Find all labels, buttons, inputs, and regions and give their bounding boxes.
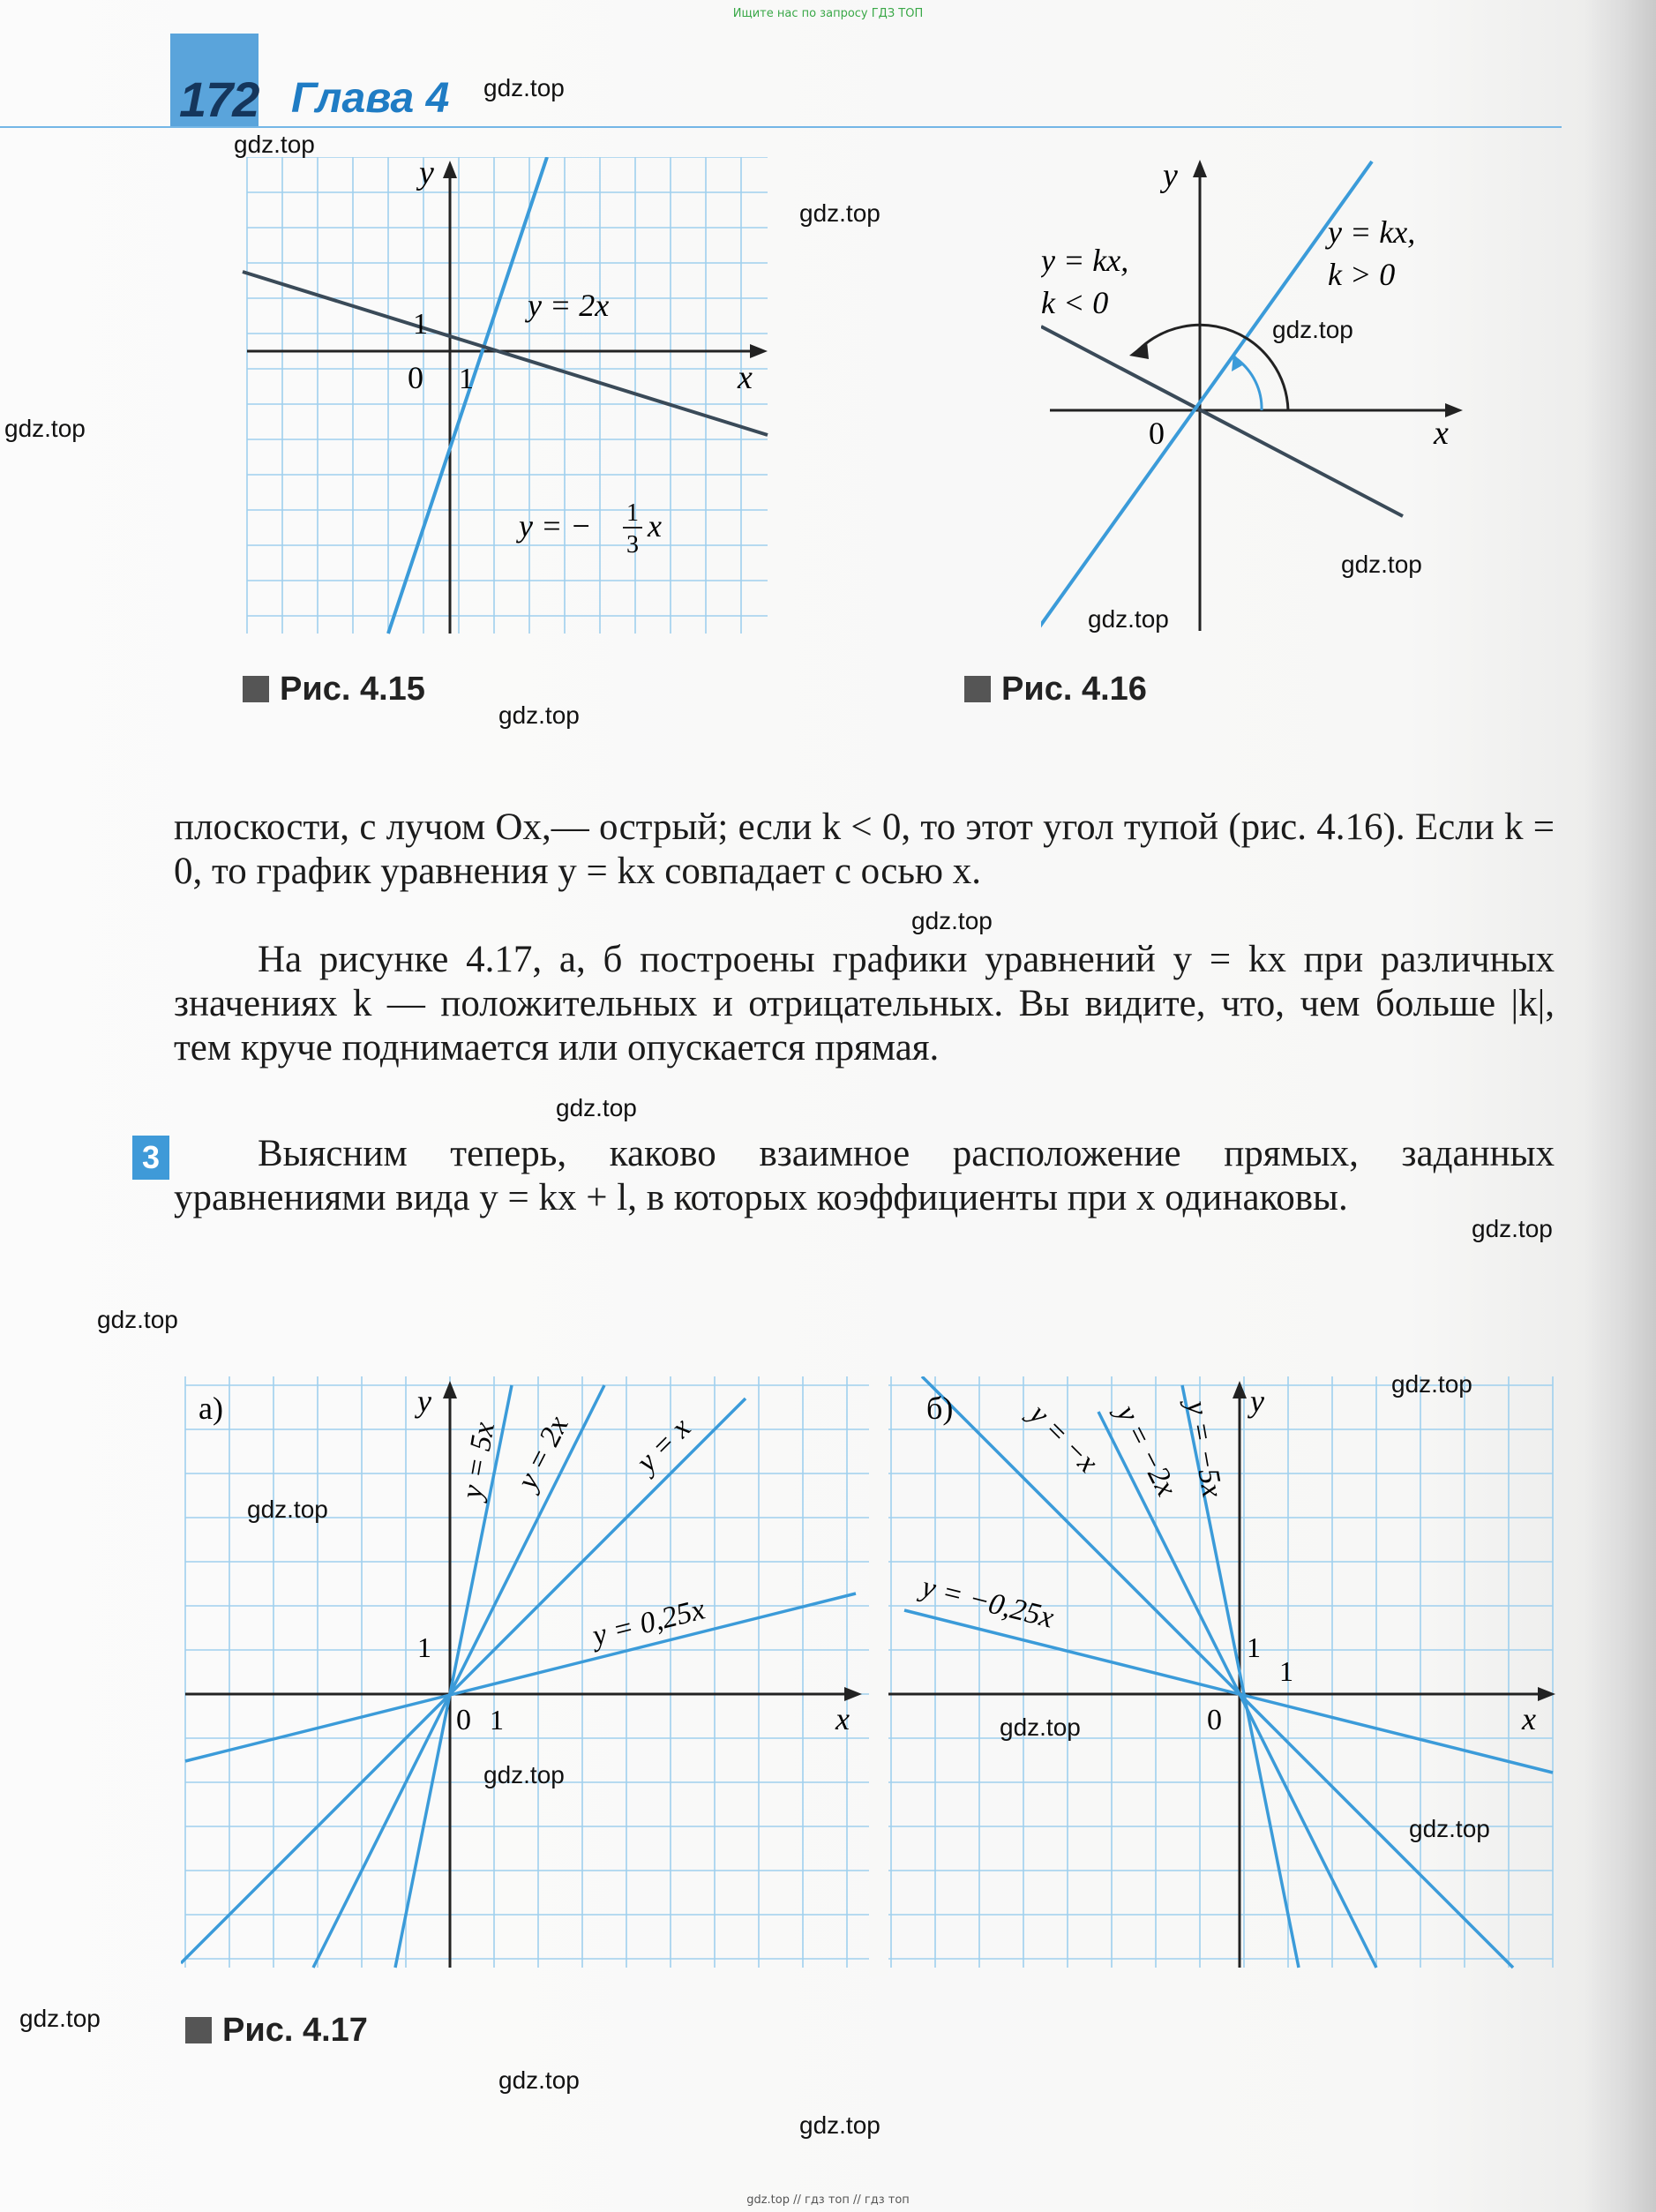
panel-a-label-x: y = x: [630, 1411, 698, 1479]
watermark: gdz.top: [483, 1761, 565, 1788]
label-neg-den: 3: [626, 531, 639, 559]
watermark: gdz.top: [97, 1306, 178, 1333]
label-pos-line1: y = kx,: [1328, 214, 1416, 250]
origin-label: 0: [408, 360, 423, 395]
watermark: gdz.top: [556, 1094, 637, 1121]
watermark: gdz.top: [1391, 1370, 1472, 1398]
paragraph-2: На рисунке 4.17, а, б построены графики уравнений y = kx при различных значениях k — положительных и отрицательных. Вы видите, что, чем больше |k|, тем круче поднимается или опускается прямая.: [174, 939, 1555, 1069]
panel-a-line-2x: [313, 1385, 604, 1968]
panel-a-tag: а): [199, 1391, 223, 1426]
paragraph-3: Выясним теперь, каково взаимное расположение прямых, заданных уравнениями вида y = kx + l, в которых коэффициенты при x одинаковы.: [174, 1133, 1555, 1218]
panel-a-line-025x: [185, 1593, 856, 1761]
site-note-top[interactable]: Ищите нас по запросу ГДЗ ТОП: [732, 7, 924, 20]
panel-b-x-label: x: [1522, 1701, 1536, 1736]
angle-arc-negative: [1138, 325, 1288, 410]
label-neg-line1: y = kx,: [1041, 243, 1129, 278]
watermark: gdz.top: [799, 2111, 880, 2139]
y-axis-arrow: [1193, 160, 1207, 177]
watermark: gdz.top: [1341, 551, 1422, 578]
label-y-2x: y = 2x: [528, 288, 610, 323]
watermark: gdz.top: [1000, 1713, 1081, 1741]
page-number: 172: [179, 71, 259, 127]
panel-b-origin: 0: [1207, 1704, 1222, 1736]
panel-b-label-neg025x: y = −0,25x: [918, 1570, 1058, 1635]
label-pos-line2: k > 0: [1328, 257, 1396, 292]
paragraph-1: плоскости, с лучом Ox,— острый; если k < 0, то этот угол тупой (рис. 4.16). Если k = 0, то график уравнения y = kx совпадает с осью x.: [174, 806, 1555, 892]
caption-text: Рис. 4.17: [222, 2012, 368, 2049]
grid: [247, 157, 768, 634]
figure-4-17: [181, 1376, 1566, 1976]
panel-a-x-label: x: [835, 1701, 850, 1736]
tick-one-y: 1: [413, 308, 428, 341]
panel-a-label-025x: y = 0,25x: [588, 1593, 708, 1653]
label-neg-line2: k < 0: [1041, 285, 1109, 320]
angle-arc-positive-arrow: [1232, 354, 1244, 371]
origin-label: 0: [1149, 416, 1165, 451]
line-y-neg-third-x: [243, 272, 768, 435]
label-neg-num: 1: [626, 499, 639, 527]
figure-4-15: [238, 157, 776, 651]
panel-a-y-label: y: [417, 1383, 431, 1419]
panel-b-label-negx: y = −x: [1023, 1398, 1105, 1480]
y-axis-label: y: [1163, 157, 1178, 194]
section-number-badge: 3: [132, 1136, 169, 1180]
page-fold-shadow: [1584, 0, 1656, 2212]
line-k-positive: [1041, 161, 1372, 631]
x-axis-arrow: [750, 344, 768, 358]
panel-b-line-neg025x: [904, 1610, 1553, 1773]
watermark: gdz.top: [1409, 1815, 1490, 1842]
caption-4-16: [964, 671, 1147, 709]
tick-one-x: 1: [459, 363, 474, 395]
caption-text: Рис. 4.16: [1001, 671, 1147, 708]
panel-a-label-5x: y = 5x: [455, 1420, 502, 1502]
panel-b-line-neg2x: [1098, 1412, 1376, 1968]
caption-square-icon: [964, 676, 991, 702]
panel-b-one-x: 1: [1279, 1655, 1293, 1687]
caption-text: Рис. 4.15: [280, 671, 425, 708]
panel-a-label-2x: y = 2x: [511, 1411, 575, 1495]
angle-arc-negative-arrow: [1129, 341, 1149, 359]
label-neg-prefix: y = −: [519, 508, 592, 544]
watermark: gdz.top: [234, 131, 315, 158]
watermark: gdz.top: [1088, 605, 1169, 633]
caption-4-17: [185, 2012, 368, 2050]
watermark: gdz.top: [4, 415, 86, 442]
chapter-title: Глава 4: [291, 75, 450, 122]
panel-a-one-y: 1: [417, 1631, 431, 1663]
caption-square-icon: [185, 2017, 212, 2043]
watermark: gdz.top: [799, 199, 880, 227]
panel-b-label-neg5x: y = −5x: [1180, 1398, 1229, 1500]
watermark: gdz.top: [1472, 1215, 1553, 1242]
caption-square-icon: [243, 676, 269, 702]
y-axis-arrow: [443, 161, 457, 178]
panel-b-y-label: y: [1250, 1383, 1264, 1419]
x-axis-label: x: [1434, 415, 1449, 452]
watermark: gdz.top: [247, 1496, 328, 1523]
watermark: gdz.top: [483, 74, 565, 101]
panel-a-origin: 0: [456, 1704, 471, 1736]
panel-b-label-neg2x: y = −2x: [1109, 1399, 1183, 1502]
label-neg-suffix: x: [648, 508, 662, 544]
panel-b-tag: б): [926, 1391, 954, 1426]
angle-arc-positive: [1237, 359, 1262, 410]
panel-gap: [869, 1376, 888, 1976]
watermark: gdz.top: [911, 907, 993, 934]
watermark: gdz.top: [1272, 316, 1353, 343]
panel-a-one-x: 1: [490, 1704, 504, 1736]
watermark: gdz.top: [498, 701, 580, 729]
x-axis-label: x: [738, 359, 753, 396]
panel-b-one-y: 1: [1247, 1631, 1261, 1663]
watermark: gdz.top: [498, 2066, 580, 2094]
caption-4-15: [243, 671, 425, 709]
panel-a-y-arrow: [443, 1381, 457, 1398]
line-y-2x: [388, 157, 547, 634]
site-note-bottom[interactable]: gdz.top // гдз топ // гдз топ: [746, 2193, 910, 2207]
line-k-negative: [1041, 326, 1403, 516]
watermark: gdz.top: [19, 2005, 101, 2032]
y-axis-label: y: [419, 157, 434, 191]
panel-a-x-arrow: [844, 1687, 862, 1701]
